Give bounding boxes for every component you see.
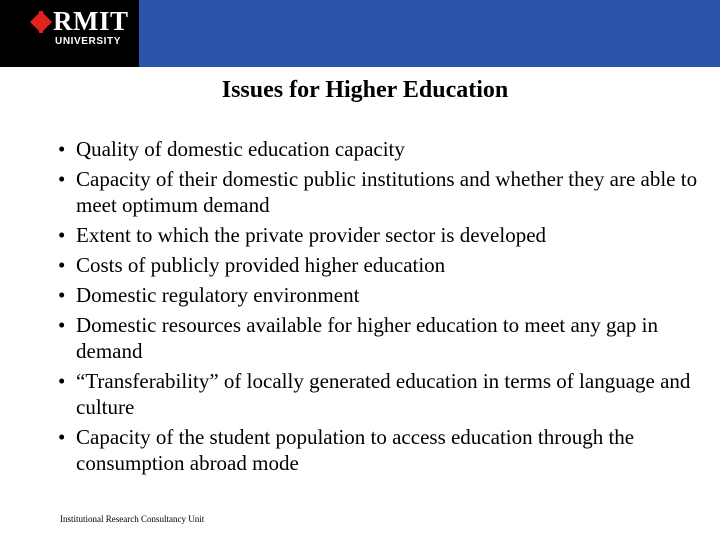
bullet-text: Extent to which the private provider sector is developed	[76, 223, 547, 247]
bullet-item	[58, 424, 708, 476]
bullet-text: Domestic regulatory environment	[76, 283, 360, 307]
bullet-text: Domestic resources available for higher education to meet any gap in demand	[76, 313, 658, 363]
bullet-text: Capacity of their domestic public institutions and whether they are able to meet optimum demand	[76, 167, 698, 217]
bullet-glyph: •	[58, 313, 66, 337]
bullet-text: Capacity of the student population to access education through the consumption abroad mode	[76, 425, 635, 475]
logo-subtitle: UNIVERSITY	[55, 36, 122, 47]
bullet-text: “Transferability” of locally generated education in terms of language and culture	[76, 369, 691, 419]
bullet-glyph: •	[58, 283, 66, 307]
bullet-item	[58, 166, 708, 218]
bullet-item	[58, 368, 708, 420]
bullet-item	[58, 222, 708, 248]
bullet-item	[58, 312, 708, 364]
bullet-glyph: •	[58, 223, 66, 247]
bullet-glyph: •	[58, 369, 66, 393]
bullet-item	[58, 282, 708, 308]
logo-name: RMIT	[53, 6, 129, 36]
bullet-glyph: •	[58, 253, 66, 277]
bullet-glyph: •	[58, 137, 66, 161]
bullet-text: Costs of publicly provided higher education	[76, 253, 446, 277]
bullet-glyph: •	[58, 167, 66, 191]
bullet-glyph: •	[58, 425, 66, 449]
rmit-shield-icon	[30, 11, 52, 33]
bullet-list	[58, 136, 708, 480]
footer-text: Institutional Research Consultancy Unit	[60, 514, 205, 524]
slide-title: Issues for Higher Education	[221, 77, 509, 103]
university-logo	[0, 0, 139, 67]
bullet-item	[58, 252, 708, 278]
bullet-text: Quality of domestic education capacity	[76, 137, 405, 161]
bullet-item	[58, 136, 708, 162]
